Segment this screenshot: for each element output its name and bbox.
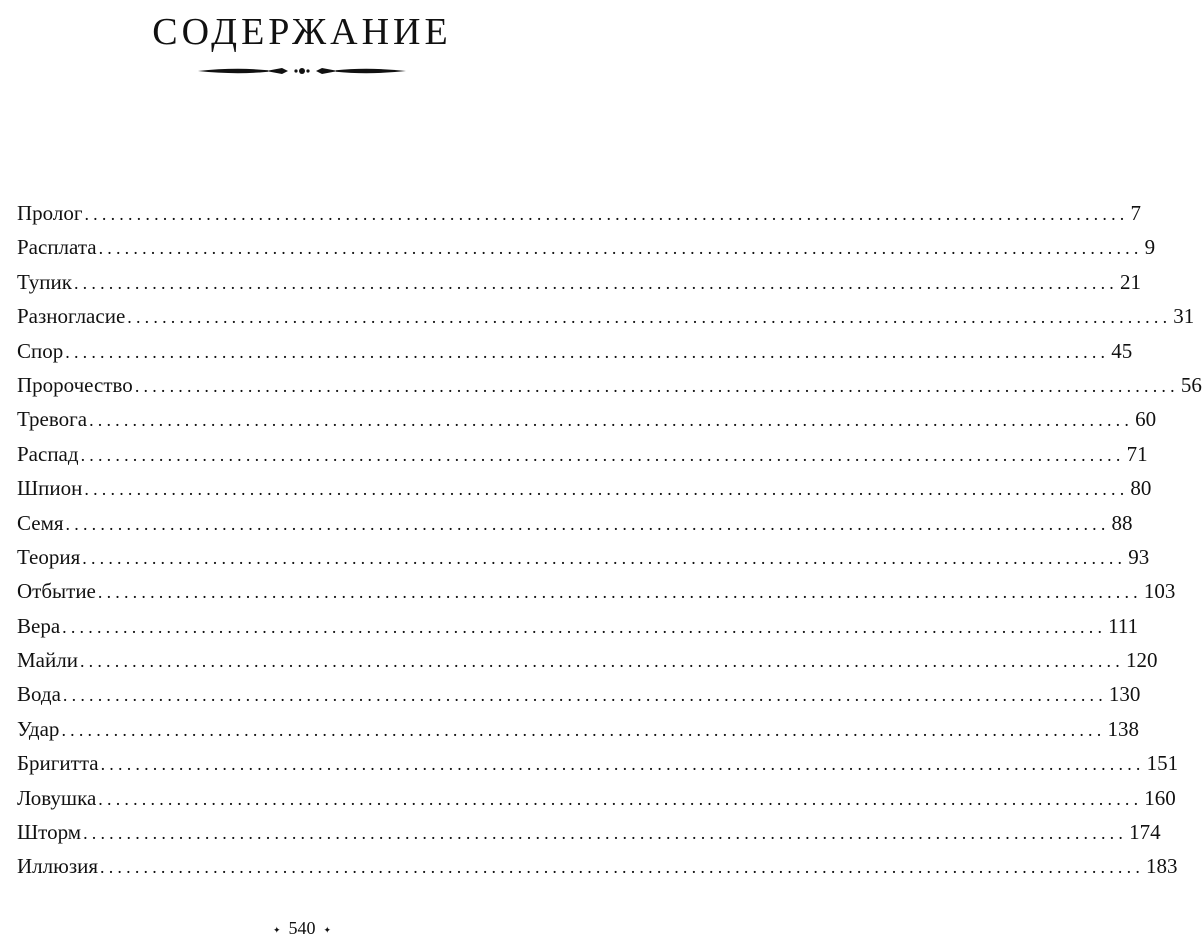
toc-entry (17, 712, 1139, 746)
toc-leader-dots: ........................................................................................................................ (84, 204, 1129, 224)
toc-entry-title: Шторм (17, 820, 82, 845)
toc-entry-page: 60 (1135, 407, 1157, 432)
toc-entry (17, 437, 1148, 471)
toc-leader-dots: ........................................................................................................................ (80, 444, 1125, 465)
toc-entry-page: 151 (1146, 751, 1179, 776)
toc-leader-dots: ........................................................................................................................ (98, 238, 1143, 259)
toc-leader-dots: ........................................................................................................................ (100, 754, 1145, 775)
toc-entry (17, 299, 1195, 333)
toc-entry-title: Иллюзия (17, 854, 99, 879)
toc-entry (17, 643, 1158, 677)
toc-entry-title: Удар (17, 716, 60, 741)
toc-entry (17, 540, 1150, 574)
toc-entry-page: 111 (1108, 613, 1139, 638)
toc-entry (17, 334, 1133, 368)
toc-entry-title: Спор (17, 338, 64, 363)
toc-entry-title: Расплата (17, 235, 97, 260)
toc-entry-title: Майли (17, 648, 78, 673)
toc-entry-title: Тупик (17, 269, 72, 294)
folio-star-right: ✦ (323, 924, 332, 935)
toc-entry-page: 9 (1144, 235, 1156, 260)
toc-entry-page: 160 (1144, 785, 1176, 810)
toc-entry (17, 402, 1157, 436)
toc-entry-page: 130 (1108, 682, 1141, 707)
folio-star-left: ✦ (272, 924, 281, 935)
toc-entry-page: 183 (1146, 854, 1178, 879)
toc-entry-title: Разногласие (17, 304, 126, 329)
toc-leader-dots: ........................................................................................................................ (65, 341, 1110, 362)
toc-entry (17, 746, 1179, 780)
page-number (0, 916, 604, 942)
toc-leader-dots: ........................................................................................................................ (62, 685, 1107, 706)
toc-entry-title: Семя (17, 510, 64, 535)
toc-entry-page: 71 (1126, 441, 1148, 466)
toc-entry-page: 7 (1130, 201, 1141, 225)
toc-leader-dots: ........................................................................................................................ (98, 788, 1143, 809)
folio-number: 540 (288, 918, 316, 938)
toc-entry-title: Тревога (17, 407, 88, 432)
toc-leader-dots: ........................................................................................................................ (65, 513, 1110, 534)
toc-entry-title: Вера (17, 613, 61, 638)
toc-entry (17, 471, 1152, 505)
toc-entry (17, 677, 1141, 711)
toc-entry-page: 21 (1119, 269, 1141, 294)
toc-leader-dots: ........................................................................................................................ (84, 479, 1129, 500)
title-ornament (196, 62, 408, 80)
toc-entry-page: 31 (1173, 304, 1195, 329)
toc-leader-dots: ........................................................................................................................ (83, 823, 1128, 844)
toc-leader-dots: ........................................................................................................................ (100, 857, 1145, 878)
page-title: СОДЕРЖАНИЕ (152, 11, 452, 53)
toc-entry (17, 230, 1156, 264)
toc-leader-dots: ........................................................................................................................ (82, 547, 1127, 568)
toc-leader-dots: ........................................................................................................................ (73, 272, 1118, 293)
toc-entry (17, 781, 1176, 815)
toc-entry (17, 609, 1139, 643)
toc-entry-title: Пролог (17, 201, 83, 225)
toc-entry-title: Вода (17, 682, 61, 707)
toc-entry (17, 849, 1178, 883)
toc-entry (17, 506, 1133, 540)
toc-entry-title: Отбытие (17, 579, 96, 604)
toc-entry (17, 265, 1141, 299)
toc-leader-dots: ........................................................................................................................ (89, 410, 1134, 431)
toc-entry-page: 88 (1111, 510, 1133, 535)
toc-leader-dots: ........................................................................................................................ (134, 375, 1179, 396)
toc-leader-dots: ........................................................................................................................ (97, 582, 1142, 603)
toc-entry-title: Теория (17, 544, 81, 569)
toc-entry-title: Распад (17, 441, 79, 466)
toc-entry-page: 80 (1130, 476, 1152, 501)
toc-leader-dots: ........................................................................................................................ (62, 616, 1107, 637)
toc-entry-page: 120 (1125, 648, 1158, 673)
toc-leader-dots: ........................................................................................................................ (127, 307, 1172, 328)
toc-entry-title: Шпион (17, 476, 83, 501)
toc-entry-page: 174 (1129, 820, 1161, 845)
toc-entry-title: Бригитта (17, 751, 99, 776)
toc-leader-dots: ........................................................................................................................ (79, 651, 1124, 672)
toc-entry-page: 138 (1107, 716, 1139, 741)
toc-leader-dots: ........................................................................................................................ (61, 719, 1106, 740)
toc-entry-title: Ловушка (17, 785, 97, 810)
toc-entry-page: 56 (1180, 372, 1202, 397)
toc-entry-page: 45 (1111, 338, 1133, 363)
toc-entry (17, 574, 1176, 608)
toc-entry-page: 103 (1143, 579, 1176, 604)
table-of-contents (17, 196, 1202, 884)
toc-entry (17, 815, 1161, 849)
toc-entry-title: Пророчество (17, 372, 133, 397)
toc-entry-page: 93 (1128, 544, 1150, 569)
toc-entry (17, 368, 1202, 402)
toc-entry (17, 196, 1141, 230)
